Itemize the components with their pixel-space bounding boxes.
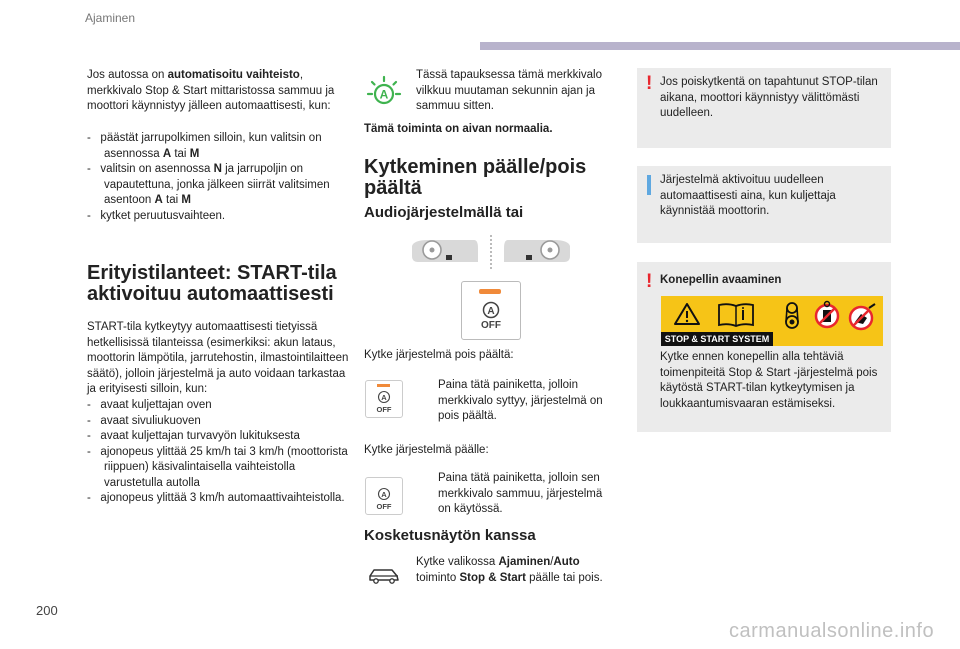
- normal-operation-note: Tämä toiminta on aivan normaalia.: [364, 123, 553, 135]
- a-off-button-icon: [377, 390, 391, 404]
- list-item: - avaat kuljettajan oven: [87, 399, 212, 411]
- svg-text:A: A: [487, 306, 495, 317]
- situations-list: [87, 398, 351, 507]
- green-a-lamp-icon: [365, 74, 403, 112]
- stop-start-warning-label: [661, 296, 883, 346]
- info-reactivation-text: Järjestelmä aktivoituu uudelleen automaattisesti aina, kun kuljettaja käynnistää moottorin.: [660, 174, 836, 217]
- on-off-heading: Kytkeminen päälle/pois päältä: [364, 156, 587, 199]
- special-situations-paragraph: START-tila kytkeytyy automaattisesti tietyissä hetkellisissä tilanteissa (esimerkiksi: akun lataus, moottorin lämpötila, jarrutehostin, ilmastointilaitteen säätö), jolloin järjestelmä ja auto voidaan tarkastaa ja erityisesti silloin, kun:: [87, 321, 349, 395]
- a-off-button-small[interactable]: A OFF: [365, 477, 403, 515]
- no-hands-icon: [813, 300, 841, 330]
- lamp-description: Tässä tapauksessa tämä merkkivalo vilkkuu muutaman sekunnin ajan ja sammuu sitten.: [416, 69, 602, 112]
- list-item: - ajonopeus ylittää 25 km/h tai 3 km/h (moottorista riippuen) käsivalintaisella vaihteistolla varustetulla autolla: [87, 445, 348, 489]
- warning-exclamation-icon: !: [646, 73, 653, 94]
- a-off-button-small[interactable]: A OFF: [365, 380, 403, 418]
- steering-wheel-diagram: [408, 232, 574, 272]
- bonnet-warning-text: Kytke ennen konepellin alla tehtäviä toimenpiteitä Stop & Start -järjestelmä pois käytöstä START-tilan kytkeytymisen ja loukkaantumisvaaran estämiseksi.: [660, 351, 878, 410]
- touchscreen-instruction: Kytke valikossa Ajaminen/Auto toiminto Stop & Start päälle tai pois.: [416, 556, 603, 584]
- watermark: carmanualsonline.info: [729, 620, 935, 642]
- indicator-led: [479, 289, 501, 294]
- turn-on-intro: Kytke järjestelmä päälle:: [364, 444, 489, 456]
- car-icon: [367, 566, 401, 586]
- audio-system-subheading: Audiojärjestelmällä tai: [364, 204, 524, 221]
- list-item: - ajonopeus ylittää 3 km/h automaattivaihteistolla.: [87, 492, 345, 504]
- fan-belt-icon: [779, 300, 805, 330]
- header-bar: [480, 42, 960, 50]
- svg-text:A: A: [381, 393, 387, 402]
- hazard-triangle-icon: [673, 302, 701, 326]
- warning-restart-text: Jos poiskytkentä on tapahtunut STOP-tilan aikana, moottori käynnistyy välittömästi uudelleen.: [660, 76, 878, 119]
- touchscreen-subheading: Kosketusnäytön kanssa: [364, 527, 536, 544]
- list-item: - päästät jarrupolkimen silloin, kun valitsin on asennossa A tai M: [87, 132, 322, 160]
- intro-paragraph: Jos autossa on automatisoitu vaihteisto, merkkivalo Stop & Start mittaristossa sammuu ja moottori käynnistyy jälleen automaattisesti, kun:: [87, 69, 335, 112]
- info-bar-icon: [647, 175, 651, 195]
- list-item: - avaat kuljettajan turvavyön lukituksesta: [87, 430, 300, 442]
- a-off-button-large[interactable]: A OFF: [461, 281, 521, 340]
- page-number: 200: [36, 603, 58, 618]
- a-off-button-icon: [377, 487, 391, 501]
- no-hands-icon: [847, 302, 877, 332]
- list-item: - kytket peruutusvaihteen.: [87, 209, 226, 222]
- section-title: Ajaminen: [85, 11, 136, 25]
- manual-book-icon: [716, 302, 756, 328]
- svg-text:A: A: [379, 87, 389, 102]
- list-item: - valitsin on asennossa N ja jarrupoljin on vapautettuna, jonka jälkeen siirrät valitsimen asentoon A tai M: [87, 163, 330, 206]
- warning-exclamation-icon: !: [646, 271, 653, 292]
- turn-off-intro: Kytke järjestelmä pois päältä:: [364, 349, 514, 361]
- turn-on-step: Paina tätä painiketta, jolloin sen merkkivalo sammuu, järjestelmä on käytössä.: [438, 472, 603, 515]
- svg-text:A: A: [381, 490, 387, 499]
- special-situations-heading: Erityistilanteet: START-tila aktivoituu automaattisesti: [87, 262, 337, 305]
- turn-off-step: Paina tätä painiketta, jolloin merkkivalo syttyy, järjestelmä on pois päältä.: [438, 379, 603, 422]
- bonnet-warning-title: Konepellin avaaminen: [660, 274, 782, 286]
- a-off-button-icon: [481, 300, 501, 320]
- condition-list: [87, 131, 349, 224]
- list-item: - avaat sivuliukuoven: [87, 414, 201, 427]
- stop-start-system-label: STOP & START SYSTEM: [661, 332, 773, 346]
